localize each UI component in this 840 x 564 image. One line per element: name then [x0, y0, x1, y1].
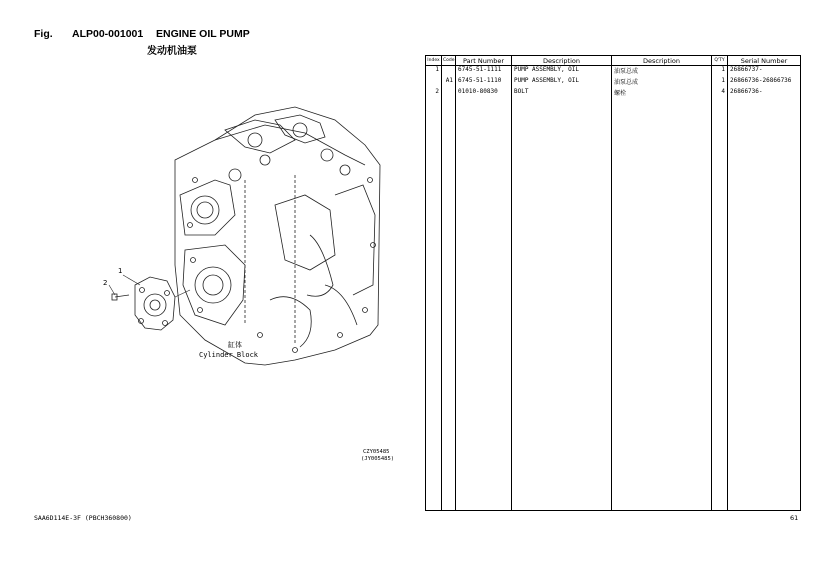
row-description-cn: 油泵总成	[612, 77, 712, 88]
row-index: 2	[426, 88, 442, 99]
row-index: 1	[426, 66, 442, 78]
block-label-cn: 缸体	[228, 341, 242, 349]
row-code: A1	[442, 77, 456, 88]
col-description-cn-header: Description	[612, 56, 712, 66]
col-serial-header: Serial Number	[728, 56, 801, 66]
col-description-header: Description	[512, 56, 612, 66]
row-description: PUMP ASSEMBLY, OIL	[512, 66, 612, 78]
row-qty: 1	[712, 66, 728, 78]
row-code	[442, 66, 456, 78]
row-index	[426, 77, 442, 88]
row-description: PUMP ASSEMBLY, OIL	[512, 77, 612, 88]
oil-pump-illustration	[109, 275, 190, 330]
row-description-cn: 螺栓	[612, 88, 712, 99]
ref-code-1: CZY05485	[363, 449, 390, 455]
row-serial: 26866736-26866736	[728, 77, 801, 88]
parts-table	[425, 55, 801, 511]
col-index-header: Index	[426, 56, 442, 66]
row-qty: 4	[712, 88, 728, 99]
cylinder-block-illustration	[175, 107, 380, 365]
row-code	[442, 88, 456, 99]
page-number: 61	[790, 514, 799, 522]
model-footer: SAA6D114E-3F (PBCH360800)	[34, 514, 132, 522]
row-description: BOLT	[512, 88, 612, 99]
table-row	[426, 88, 801, 99]
table-header-row	[426, 56, 801, 66]
parts-drawing	[95, 85, 395, 465]
row-part-number: 6745-51-1110	[456, 77, 512, 88]
row-description-cn: 油泵总成	[612, 66, 712, 78]
col-code-header: Code	[442, 56, 456, 66]
row-qty: 1	[712, 77, 728, 88]
ref-code-2: (JY005485)	[361, 456, 395, 462]
row-serial: 26866736-	[728, 88, 801, 99]
callout-1: 1	[118, 267, 123, 275]
row-serial: 26866737-	[728, 66, 801, 78]
block-label: Cylinder Block	[199, 351, 259, 359]
table-row	[426, 66, 801, 78]
row-part-number: 01010-80830	[456, 88, 512, 99]
table-row	[426, 77, 801, 88]
fig-code: ALP00-001001	[72, 28, 144, 40]
page-title: ENGINE OIL PUMP	[156, 28, 250, 40]
col-part-number-header: Part Number	[456, 56, 512, 66]
fig-label: Fig.	[34, 28, 53, 40]
callout-2: 2	[103, 279, 108, 287]
row-part-number: 6745-51-1111	[456, 66, 512, 78]
col-qty-header: Q'TY	[712, 56, 728, 66]
page-title-cn: 发动机油泵	[147, 46, 197, 57]
table-filler-row	[426, 99, 801, 511]
